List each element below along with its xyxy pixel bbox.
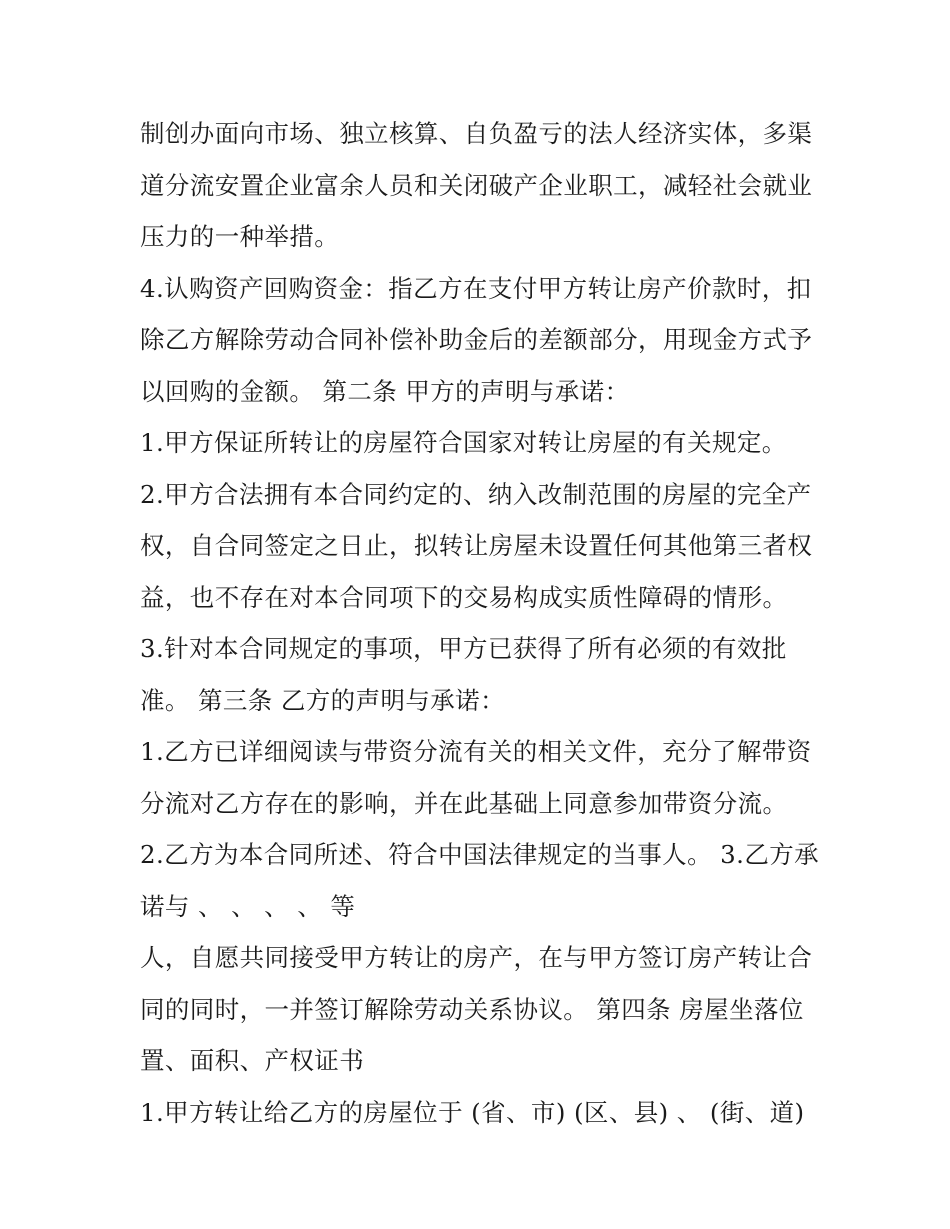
text-line: 3.针对本合同规定的事项，甲方已获得了所有必须的有效批 (140, 634, 787, 663)
text-line: 准。 第三条 乙方的声明与承诺： (140, 685, 505, 715)
text-line: 同的同时，一并签订解除劳动关系协议。 第四条 房屋坐落位 (140, 994, 804, 1024)
text-line: 除乙方解除劳动合同补偿补助金后的差额部分，用现金方式予 (140, 325, 813, 354)
text-line: 道分流安置企业富余人员和关闭破产企业职工，减轻社会就业 (140, 170, 813, 200)
text-line: 制创办面向市场、独立核算、自负盈亏的法人经济实体，多渠 (140, 119, 813, 148)
text-line: 压力的一种举措。 (140, 222, 340, 251)
text-line: 诺与 、 、 、 、 等 (140, 891, 356, 921)
text-line: 1.甲方保证所转让的房屋符合国家对转让房屋的有关规定。 (140, 428, 787, 457)
text-line: 益，也不存在对本合同项下的交易构成实质性障碍的情形。 (140, 582, 788, 612)
text-line: 2.乙方为本合同所述、符合中国法律规定的当事人。 3.乙方承 (140, 840, 820, 869)
text-line: 4.认购资产回购资金：指乙方在支付甲方转让房产价款时，扣 (140, 273, 812, 303)
text-line: 1.乙方已详细阅读与带资分流有关的相关文件，充分了解带资 (140, 737, 812, 766)
text-line: 1.甲方转让给乙方的房屋位于 (省、市) (区、县) 、 (街、道) (140, 1097, 805, 1127)
text-line: 置、面积、产权证书 (140, 1046, 365, 1075)
text-line: 权，自合同签定之日止，拟转让房屋未设置任何其他第三者权 (140, 531, 813, 560)
document-body (140, 108, 820, 1138)
text-line: 人，自愿共同接受甲方转让的房产，在与甲方签订房产转让合 (140, 943, 813, 972)
text-line: 以回购的金额。 第二条 甲方的声明与承诺： (140, 376, 630, 406)
text-line: 2.甲方合法拥有本合同约定的、纳入改制范围的房屋的完全产 (140, 479, 812, 509)
text-line: 分流对乙方存在的影响，并在此基础上同意参加带资分流。 (140, 788, 788, 818)
